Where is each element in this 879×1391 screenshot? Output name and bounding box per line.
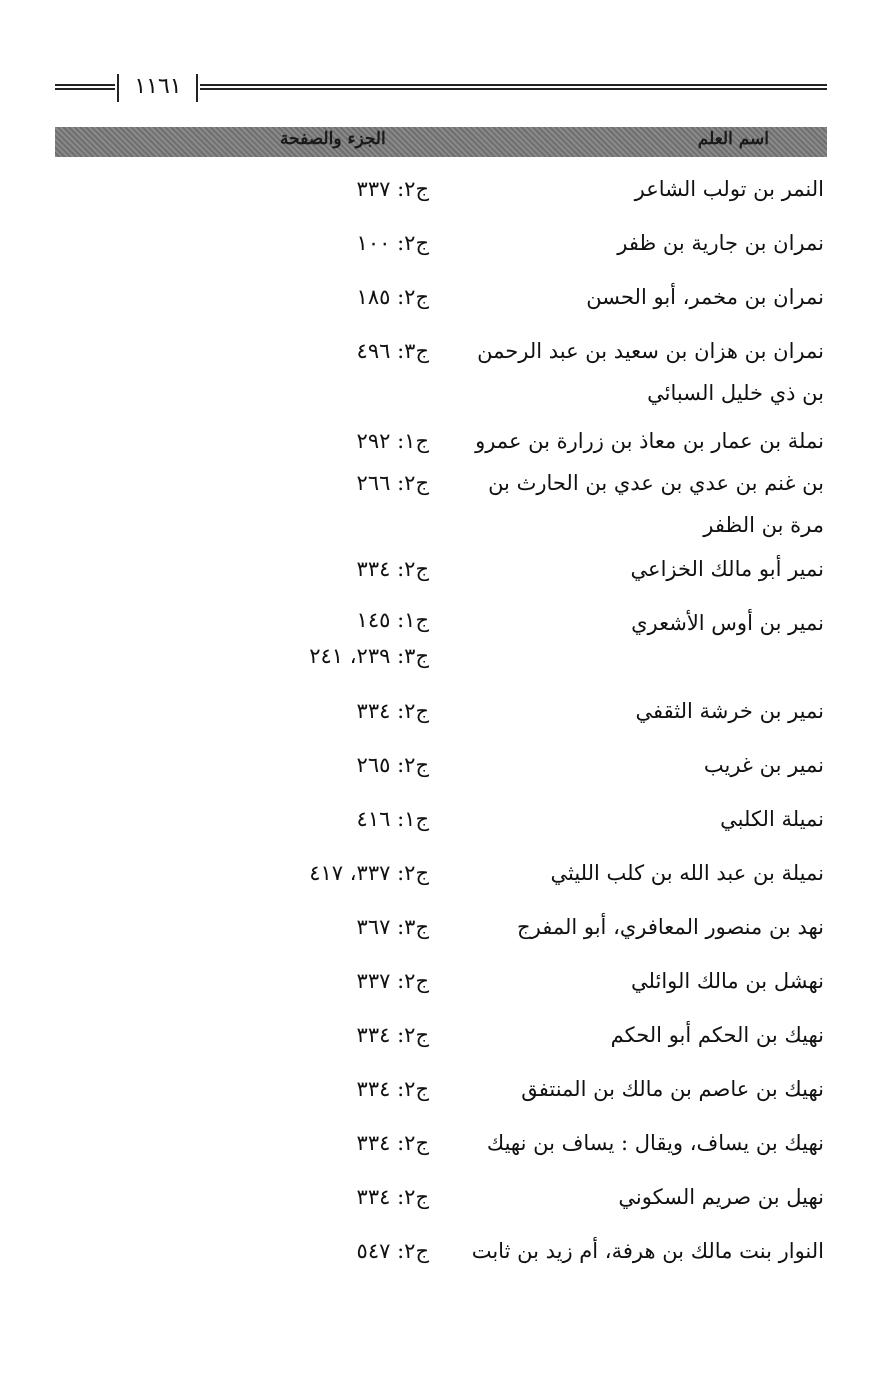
entry-references [229,330,429,372]
entry-references [229,1014,429,1056]
entry-references [229,222,429,264]
entry-reference: ج١: ١٤٥ [356,608,429,632]
entry-name: النمر بن تولب الشاعر [634,177,824,201]
header-rule-right [200,84,827,90]
entry-references [229,168,429,210]
header-bar-right [196,74,198,102]
entry-references [229,420,429,504]
entry-references [229,548,429,590]
entry-references [229,1176,429,1218]
entry-references [229,906,429,948]
entry-name: نمران بن مخمر، أبو الحسن [586,285,824,309]
column-header-reference: الجزء والصفحة [280,129,386,149]
entry-reference: ج٢: ٣٣٤ [356,1077,429,1101]
entry-reference: ج٣: ٤٩٦ [356,339,429,363]
entry-references [229,1122,429,1164]
page-number: ١١٦١ [134,74,182,99]
entry-name: نملة بن عمار بن معاذ بن زرارة بن عمرو بن غنم بن عدي بن عدي بن الحارث بن مرة بن الظفر [475,429,824,537]
entry-reference: ج٢: ٥٤٧ [356,1239,429,1263]
entry-reference: ج٢: ٣٣٧ [356,177,429,201]
entry-name: نهشل بن مالك الوائلي [631,969,824,993]
entry-name: نهيك بن الحكم أبو الحكم [610,1023,824,1047]
entry-references [229,1230,429,1272]
entry-reference: ج٢: ٣٣٤ [356,557,429,581]
entry-reference: ج٢: ٢٦٥ [356,753,429,777]
entry-reference: ج٣: ٣٦٧ [356,915,429,939]
entry-references [229,1068,429,1110]
entry-reference: ج٢: ١٨٥ [356,285,429,309]
entry-name: نمران بن جارية بن ظفر [617,231,824,255]
entry-reference: ج٢: ٣٣٤ [356,699,429,723]
entry-reference: ج١: ٤١٦ [356,807,429,831]
entry-reference: ج٢: ٢٦٦ [356,471,429,495]
entry-name: نمير بن غريب [703,753,824,777]
entry-references [229,690,429,732]
entry-name: نمير أبو مالك الخزاعي [630,557,824,581]
entry-reference: ج٢: ٣٣٧، ٤١٧ [309,861,429,885]
entry-references [229,744,429,786]
entry-references [229,852,429,894]
entry-name: نهيك بن عاصم بن مالك بن المنتفق [521,1077,824,1101]
entry-reference: ج١: ٢٩٢ [356,429,429,453]
entry-references [229,960,429,1002]
entry-name: نميلة بن عبد الله بن كلب الليثي [550,861,824,885]
header-bar-left [117,74,119,102]
entry-references [229,276,429,318]
column-header-band [55,127,827,157]
header-rule-left [55,84,115,90]
entry-name: نمران بن هزان بن سعيد بن عبد الرحمن بن ذي خليل السبائي [477,339,824,405]
column-header-name: اسم العلم [697,129,769,149]
entry-reference: ج٢: ٣٣٧ [356,969,429,993]
entry-references [229,602,429,674]
entry-name: نمير بن أوس الأشعري [631,611,824,635]
entry-references [229,798,429,840]
entry-name: نهيك بن يساف، ويقال : يساف بن نهيك [486,1131,824,1155]
entry-name: نميلة الكلبي [720,807,824,831]
entry-name: النوار بنت مالك بن هرفة، أم زيد بن ثابت [471,1239,824,1263]
page-header [55,70,827,110]
entry-reference: ج٢: ٣٣٤ [356,1185,429,1209]
entry-reference: ج٣: ٢٣٩، ٢٤١ [309,644,429,668]
entry-name: نهيل بن صريم السكوني [618,1185,824,1209]
entry-name: نهد بن منصور المعافري، أبو المفرج [517,915,824,939]
entry-reference: ج٢: ٣٣٤ [356,1131,429,1155]
entry-reference: ج٢: ١٠٠ [356,231,429,255]
entry-name: نمير بن خرشة الثقفي [635,699,824,723]
entry-reference: ج٢: ٣٣٤ [356,1023,429,1047]
